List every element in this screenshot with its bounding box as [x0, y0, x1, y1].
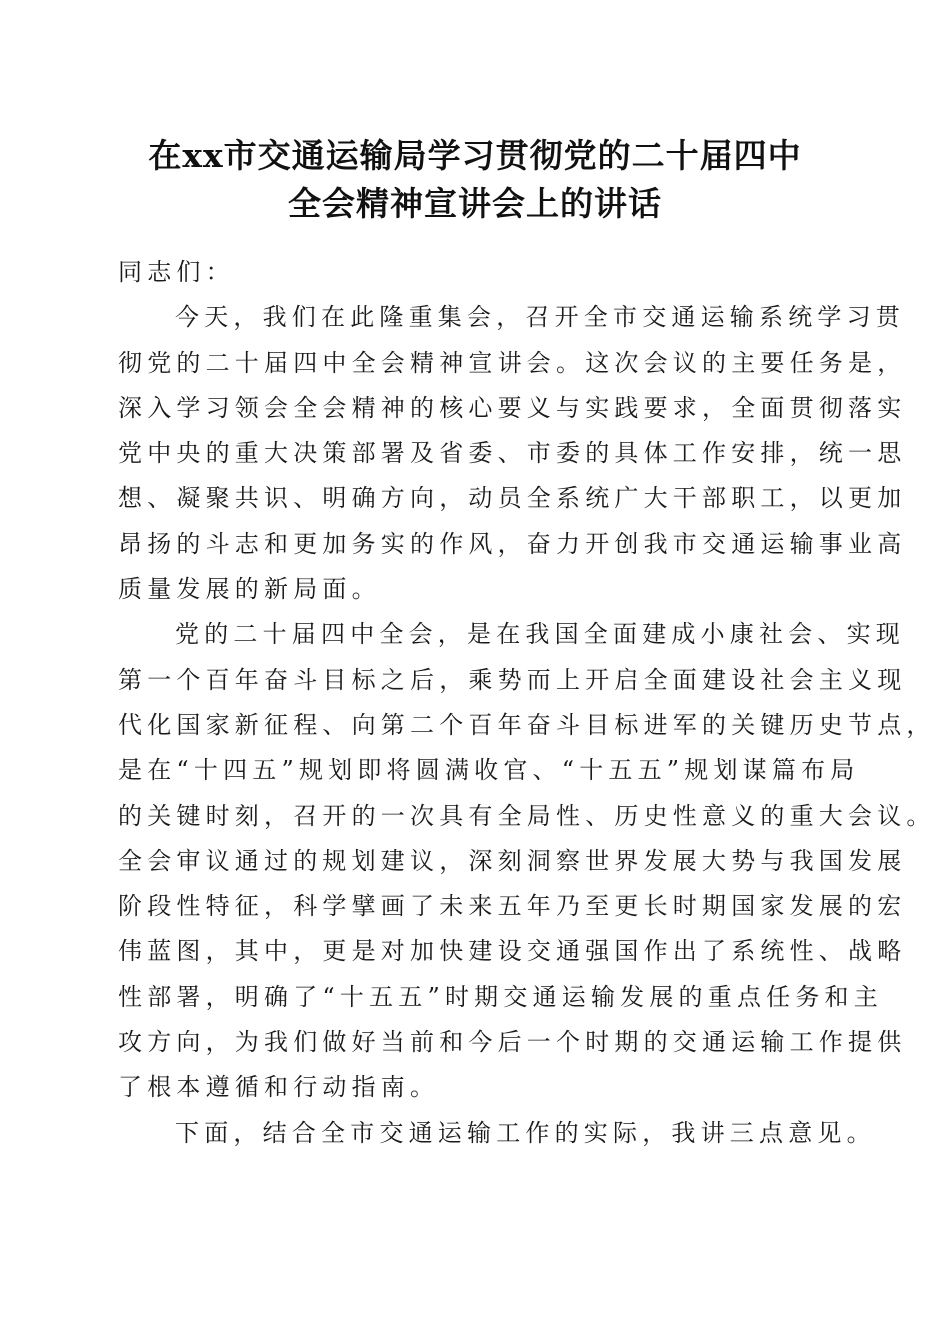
- paragraph-2: [118, 612, 936, 1110]
- paragraph-line: 彻党的二十届四中全会精神宣讲会。这次会议的主要任务是，: [118, 348, 907, 377]
- paragraph-line: 攻方向，为我们做好当前和今后一个时期的交通运输工作提供: [118, 1028, 907, 1057]
- title-line-2: 全会精神宣讲会上的讲话: [288, 184, 662, 223]
- paragraph-line: 阶段性特征，科学擘画了未来五年乃至更长时期国家发展的宏: [118, 892, 907, 921]
- paragraph-line: 党的二十届四中全会，是在我国全面建成小康社会、实现: [175, 620, 905, 649]
- paragraph-line: 今天，我们在此隆重集会，召开全市交通运输系统学习贯: [175, 303, 905, 332]
- paragraph-line: 想、凝聚共识、明确方向，动员全系统广大干部职工，以更加: [118, 484, 907, 513]
- paragraph-1: [118, 295, 907, 612]
- paragraph-line: 全会审议通过的规划建议，深刻洞察世界发展大势与我国发展: [118, 846, 907, 875]
- paragraph-line: 深入学习领会全会精神的核心要义与实践要求，全面贯彻落实: [118, 393, 907, 422]
- paragraph-3: [118, 1111, 876, 1156]
- document-body: [118, 250, 936, 1156]
- paragraph-line: 是在“十四五”规划即将圆满收官、“十五五”规划谋篇布局: [118, 756, 860, 785]
- paragraph-line: 下面，结合全市交通运输工作的实际，我讲三点意见。: [175, 1118, 876, 1147]
- paragraph-line: 代化国家新征程、向第二个百年奋斗目标进军的关键历史节点，: [118, 710, 936, 739]
- paragraph-line: 了根本遵循和行动指南。: [118, 1073, 440, 1102]
- paragraph-line: 质量发展的新局面。: [118, 575, 381, 604]
- salutation: 同志们：: [118, 258, 235, 286]
- document-title: [0, 132, 950, 228]
- paragraph-line: 的关键时刻，召开的一次具有全局性、历史性意义的重大会议。: [118, 801, 936, 830]
- paragraph-line: 党中央的重大决策部署及省委、市委的具体工作安排，统一思: [118, 439, 907, 468]
- paragraph-line: 昂扬的斗志和更加务实的作风，奋力开创我市交通运输事业高: [118, 529, 907, 558]
- title-line-1: 在xx市交通运输局学习贯彻党的二十届四中: [148, 136, 802, 175]
- paragraph-line: 第一个百年奋斗目标之后，乘势而上开启全面建设社会主义现: [118, 665, 907, 694]
- paragraph-line: 伟蓝图，其中，更是对加快建设交通强国作出了系统性、战略: [118, 937, 907, 966]
- paragraph-line: 性部署，明确了“十五五”时期交通运输发展的重点任务和主: [118, 982, 883, 1011]
